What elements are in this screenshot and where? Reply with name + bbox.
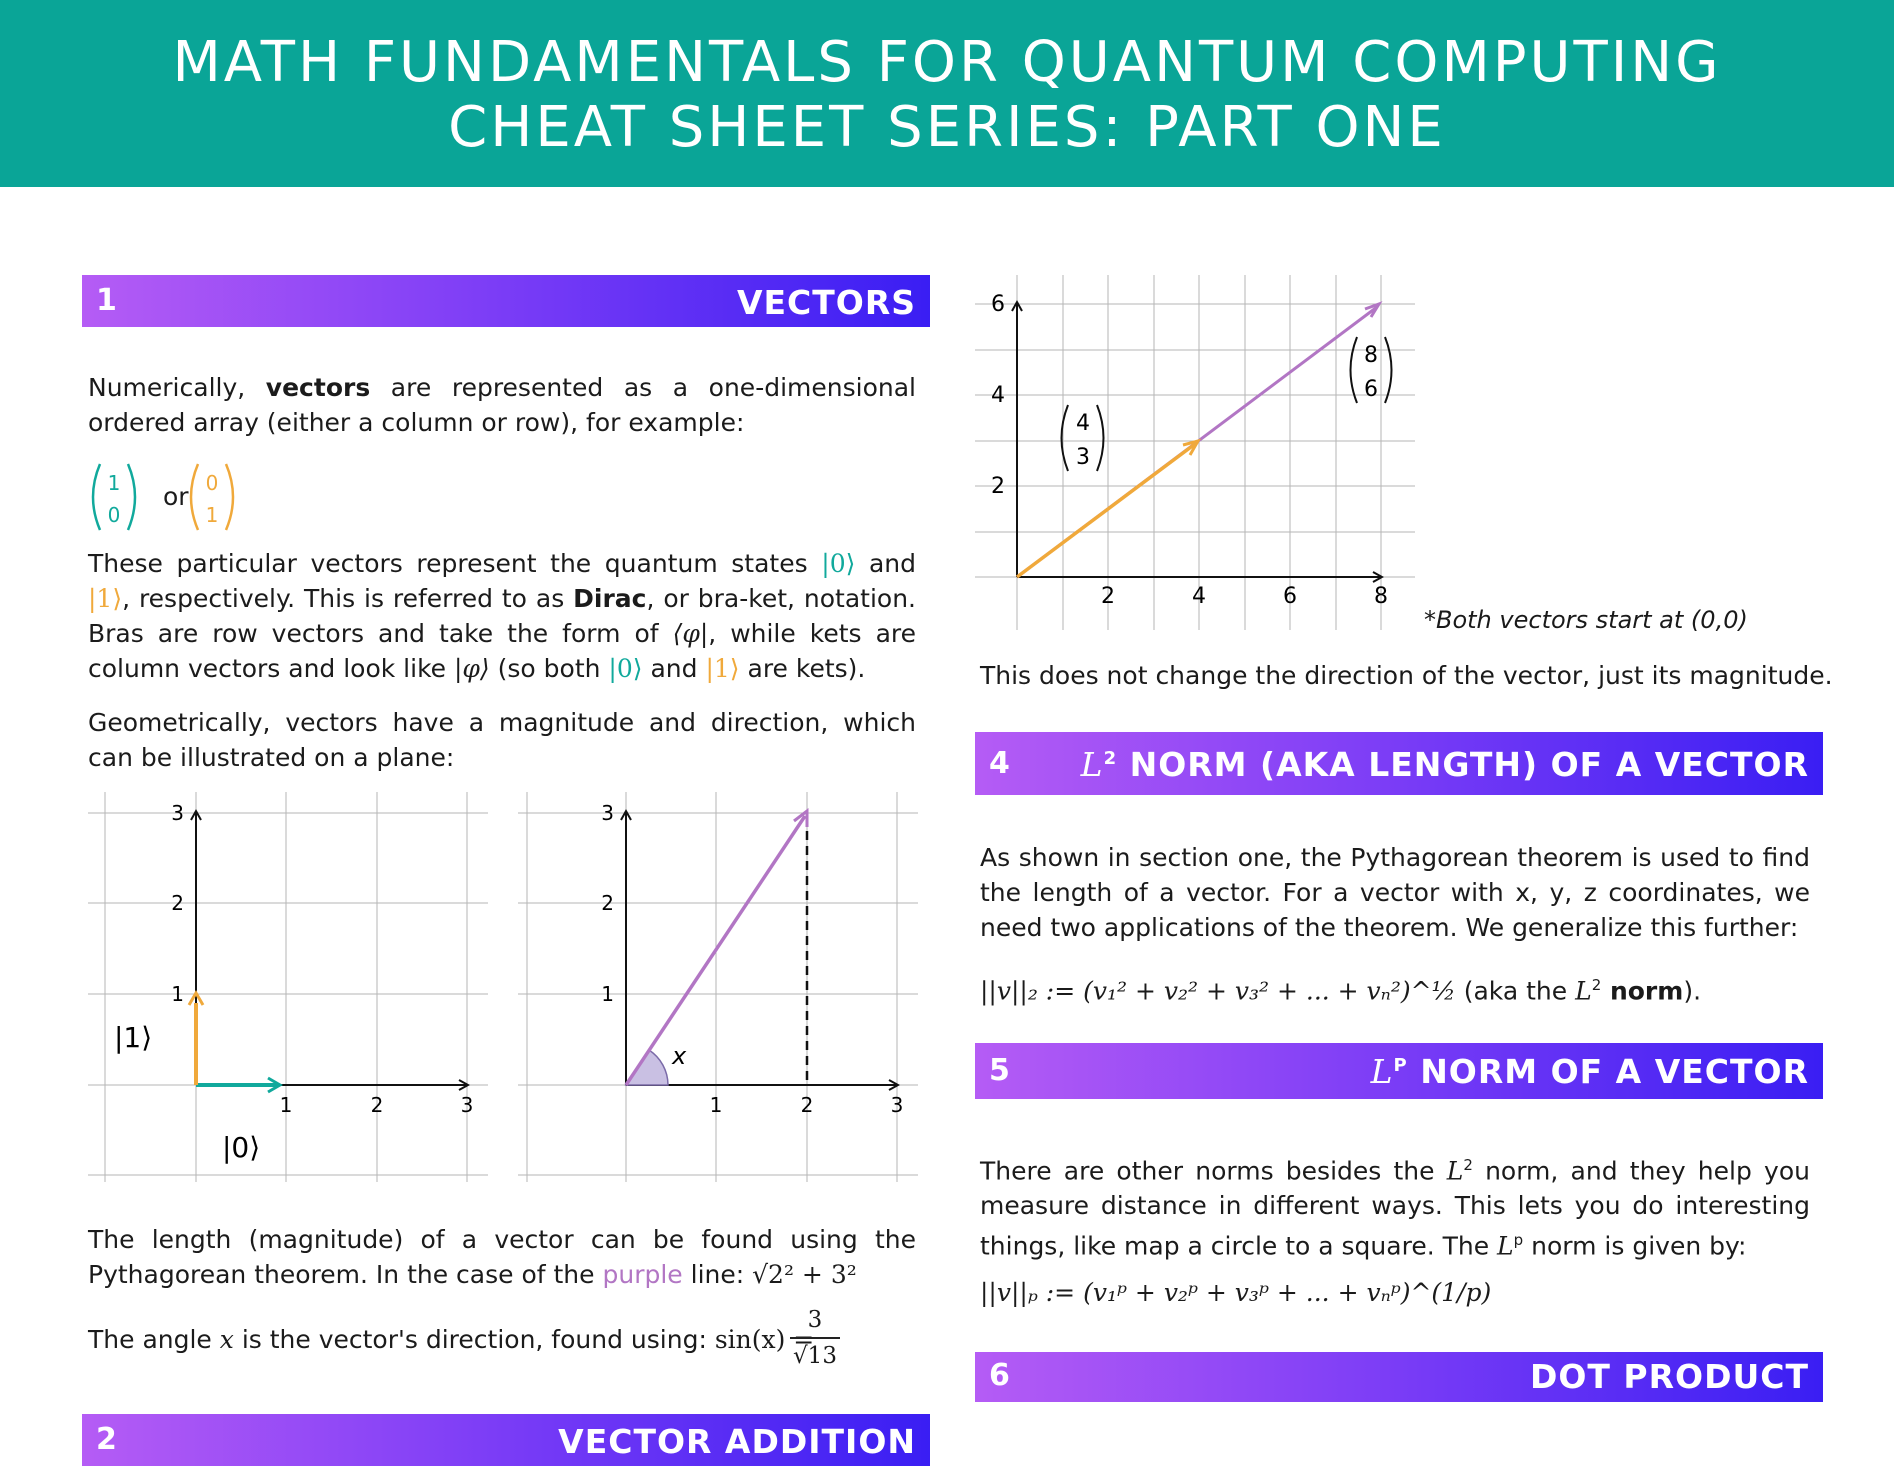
graph-purple-vector [518,792,918,1182]
lp-paragraph: There are other norms besides the $L^2$ norm, and they help you measure distance in different ways. This lets you do interesting things, like map a circle to a square. The $L^p$ norm is given by: [980,1156,1810,1261]
start-note: *Both vectors start at (0,0) [1424,606,1748,634]
angle-paragraph: The angle x is the vector's direction, found using: sin(x) = [88,1325,815,1354]
angle-fraction: 3 √13 [790,1305,840,1371]
teal-vec-bottom: 0 [107,503,121,527]
y-tick-4: 4 [991,383,1005,408]
vec-large-bottom: 6 [1364,377,1378,402]
teal-vec-top: 1 [107,471,121,495]
y-tick-1: 1 [171,982,184,1006]
section-number: 4 [989,746,1010,781]
graph-scaled-vectors [975,275,1445,630]
l2-paragraph: As shown in section one, the Pythagorean theorem is used to find the length of a vector. For a vector with x, y, z coordinates, we need two applications of the theorem. We generalize this further: [980,843,1810,942]
section-5-bar [975,1043,1823,1099]
y-tick-2: 2 [991,474,1005,499]
vec-small-bottom: 3 [1076,445,1090,470]
x-tick-6: 6 [1283,584,1297,609]
title-line-2: CHEAT SHEET SERIES: PART ONE [448,95,1446,160]
graph-basis-vectors [88,792,488,1182]
l2-formula-line: ||v||₂ := (v₁² + v₂² + v₃² + ... + vₙ²)^½ (aka the $L^2$ norm). [980,976,1702,1006]
section-title: VECTORS [736,283,916,322]
y-tick-1: 1 [601,982,614,1006]
vec-large-top: 8 [1364,343,1378,368]
section-number: 2 [96,1422,117,1457]
title-line-1: MATH FUNDAMENTALS FOR QUANTUM COMPUTING [172,30,1722,95]
x-tick-2: 2 [800,1093,814,1117]
y-tick-3: 3 [171,801,184,825]
x-tick-8: 8 [1374,584,1388,609]
section-number: 6 [989,1358,1010,1393]
x-tick-2: 2 [1101,584,1115,609]
or-label: or [163,482,189,511]
vector-examples [88,458,248,536]
y-tick-6: 6 [991,292,1005,317]
orange-vec-bottom: 1 [205,503,219,527]
orange-vector-4-3 [1017,444,1195,577]
section-4-bar [975,732,1823,795]
length-paragraph: The length (magnitude) of a vector can be found using the Pythagorean theorem. In the case of the purple line: √2² + 3² [88,1225,916,1289]
dirac-paragraph: These particular vectors represent the quantum states |0⟩ and |1⟩, respectively. This is referred to as Dirac, or bra-ket, notation. Bras are row vectors and take the form of ⟨φ|, while kets are column vectors and look like |φ⟩ (so both |0⟩ and |1⟩ are kets). [88,549,917,683]
orange-vec-top: 0 [205,471,219,495]
vectors-intro: Numerically, vectors are represented as a one-dimensional ordered array (either a column or row), for example: [88,373,916,437]
x-tick-1: 1 [709,1093,723,1117]
section-number: 5 [989,1053,1010,1088]
x-tick-4: 4 [1192,584,1206,609]
ket0-label: |0⟩ [222,1131,261,1164]
geometric-paragraph: Geometrically, vectors have a magnitude and direction, which can be illustrated on a plane: [88,708,916,772]
section-1-bar [82,275,930,327]
x-tick-1: 1 [279,1093,293,1117]
angle-x-label: x [672,1042,687,1070]
y-tick-3: 3 [601,801,614,825]
section-2-bar [82,1414,930,1466]
section-number: 1 [96,283,117,318]
x-tick-2: 2 [370,1093,384,1117]
section-title: $L^P$ NORM OF A VECTOR [1370,1052,1809,1091]
section-6-bar [975,1352,1823,1402]
y-tick-2: 2 [601,891,614,915]
section-title: DOT PRODUCT [1529,1357,1809,1396]
y-tick-2: 2 [171,891,184,915]
section-title: $L^2$ NORM (AKA LENGTH) OF A VECTOR [1080,745,1809,784]
x-tick-3: 3 [890,1093,904,1117]
x-tick-3: 3 [460,1093,474,1117]
ket1-label: |1⟩ [114,1021,153,1054]
section-title: VECTOR ADDITION [558,1422,916,1461]
page-header [0,0,1894,187]
vector-examples-svg [88,458,248,536]
scalar-note: This does not change the direction of the vector, just its magnitude. [980,661,1833,690]
lp-formula: ||v||ₚ := (v₁ᵖ + v₂ᵖ + v₃ᵖ + ... + vₙᵖ)^(1/p) [980,1278,1492,1307]
vec-small-top: 4 [1076,411,1090,436]
